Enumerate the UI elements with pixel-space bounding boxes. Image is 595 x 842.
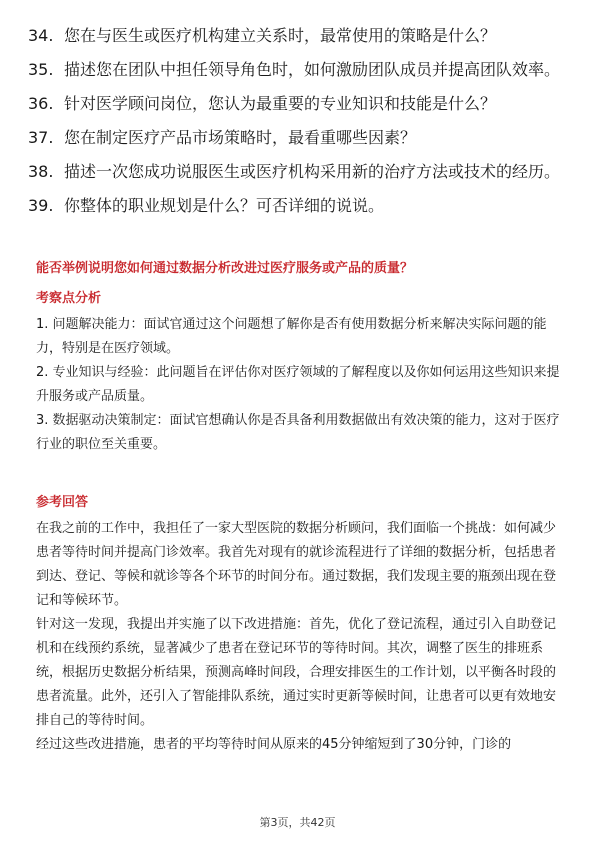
question-text: 你整体的职业规划是什么？可否详细的说说。 xyxy=(64,196,385,215)
question-text: 针对医学顾问岗位，您认为最重要的专业知识和技能是什么？ xyxy=(64,94,497,113)
question-list xyxy=(28,24,568,228)
question-number: 38. xyxy=(28,162,54,181)
answer-paragraph: 经过这些改进措施，患者的平均等待时间从原来的45分钟缩短到了30分钟，门诊的 xyxy=(36,737,512,752)
question-number: 39. xyxy=(28,196,54,215)
question-number: 35. xyxy=(28,60,54,79)
question-item xyxy=(28,92,568,116)
question-item xyxy=(28,194,568,218)
analysis-item: 3. 数据驱动决策制定：面试官想确认你是否具备利用数据做出有效决策的能力，这对于医疗行业的职位至关重要。 xyxy=(36,413,560,452)
question-text: 描述您在团队中担任领导角色时，如何激励团队成员并提高团队效率。 xyxy=(64,60,561,79)
answer-heading: 参考回答 xyxy=(36,495,89,510)
analysis-item: 2. 专业知识与经验：此问题旨在评估你对医疗领域的了解程度以及你如何运用这些知识来提升服务或产品质量。 xyxy=(36,365,560,404)
question-item xyxy=(28,126,568,150)
question-number: 34. xyxy=(28,26,54,45)
answer-body xyxy=(36,517,564,757)
question-text: 您在制定医疗产品市场策略时，最看重哪些因素？ xyxy=(64,128,417,147)
question-item xyxy=(28,58,568,82)
question-text: 您在与医生或医疗机构建立关系时，最常使用的策略是什么？ xyxy=(64,26,497,45)
question-heading: 能否举例说明您如何通过数据分析改进过医疗服务或产品的质量？ xyxy=(36,261,414,276)
page-footer: 第3页，共42页 xyxy=(259,816,336,829)
answer-paragraph: 在我之前的工作中，我担任了一家大型医院的数据分析顾问，我们面临一个挑战：如何减少患者等待时间并提高门诊效率。我首先对现有的就诊流程进行了详细的数据分析，包括患者到达、登记、等候和就诊等各个环节的时间分布。通过数据，我们发现主要的瓶颈出现在登记和等候环节。 xyxy=(36,521,557,608)
question-item xyxy=(28,160,568,184)
question-number: 37. xyxy=(28,128,54,147)
analysis-item: 1. 问题解决能力：面试官通过这个问题想了解你是否有使用数据分析来解决实际问题的能力，特别是在医疗领域。 xyxy=(36,317,547,356)
question-number: 36. xyxy=(28,94,54,113)
question-item xyxy=(28,24,568,48)
question-text: 描述一次您成功说服医生或医疗机构采用新的治疗方法或技术的经历。 xyxy=(64,162,561,181)
answer-paragraph: 针对这一发现，我提出并实施了以下改进措施：首先，优化了登记流程，通过引入自助登记机和在线预约系统，显著减少了患者在登记环节的等待时间。其次，调整了医生的排班系统，根据历史数据分析结果，预测高峰时间段，合理安排医生的工作计划，以平衡各时段的患者流量。此外，还引入了智能排队系统，通过实时更新等候时间，让患者可以更有效地安排自己的等待时间。 xyxy=(36,617,557,728)
analysis-heading: 考察点分析 xyxy=(36,291,102,306)
analysis-list xyxy=(36,313,564,457)
